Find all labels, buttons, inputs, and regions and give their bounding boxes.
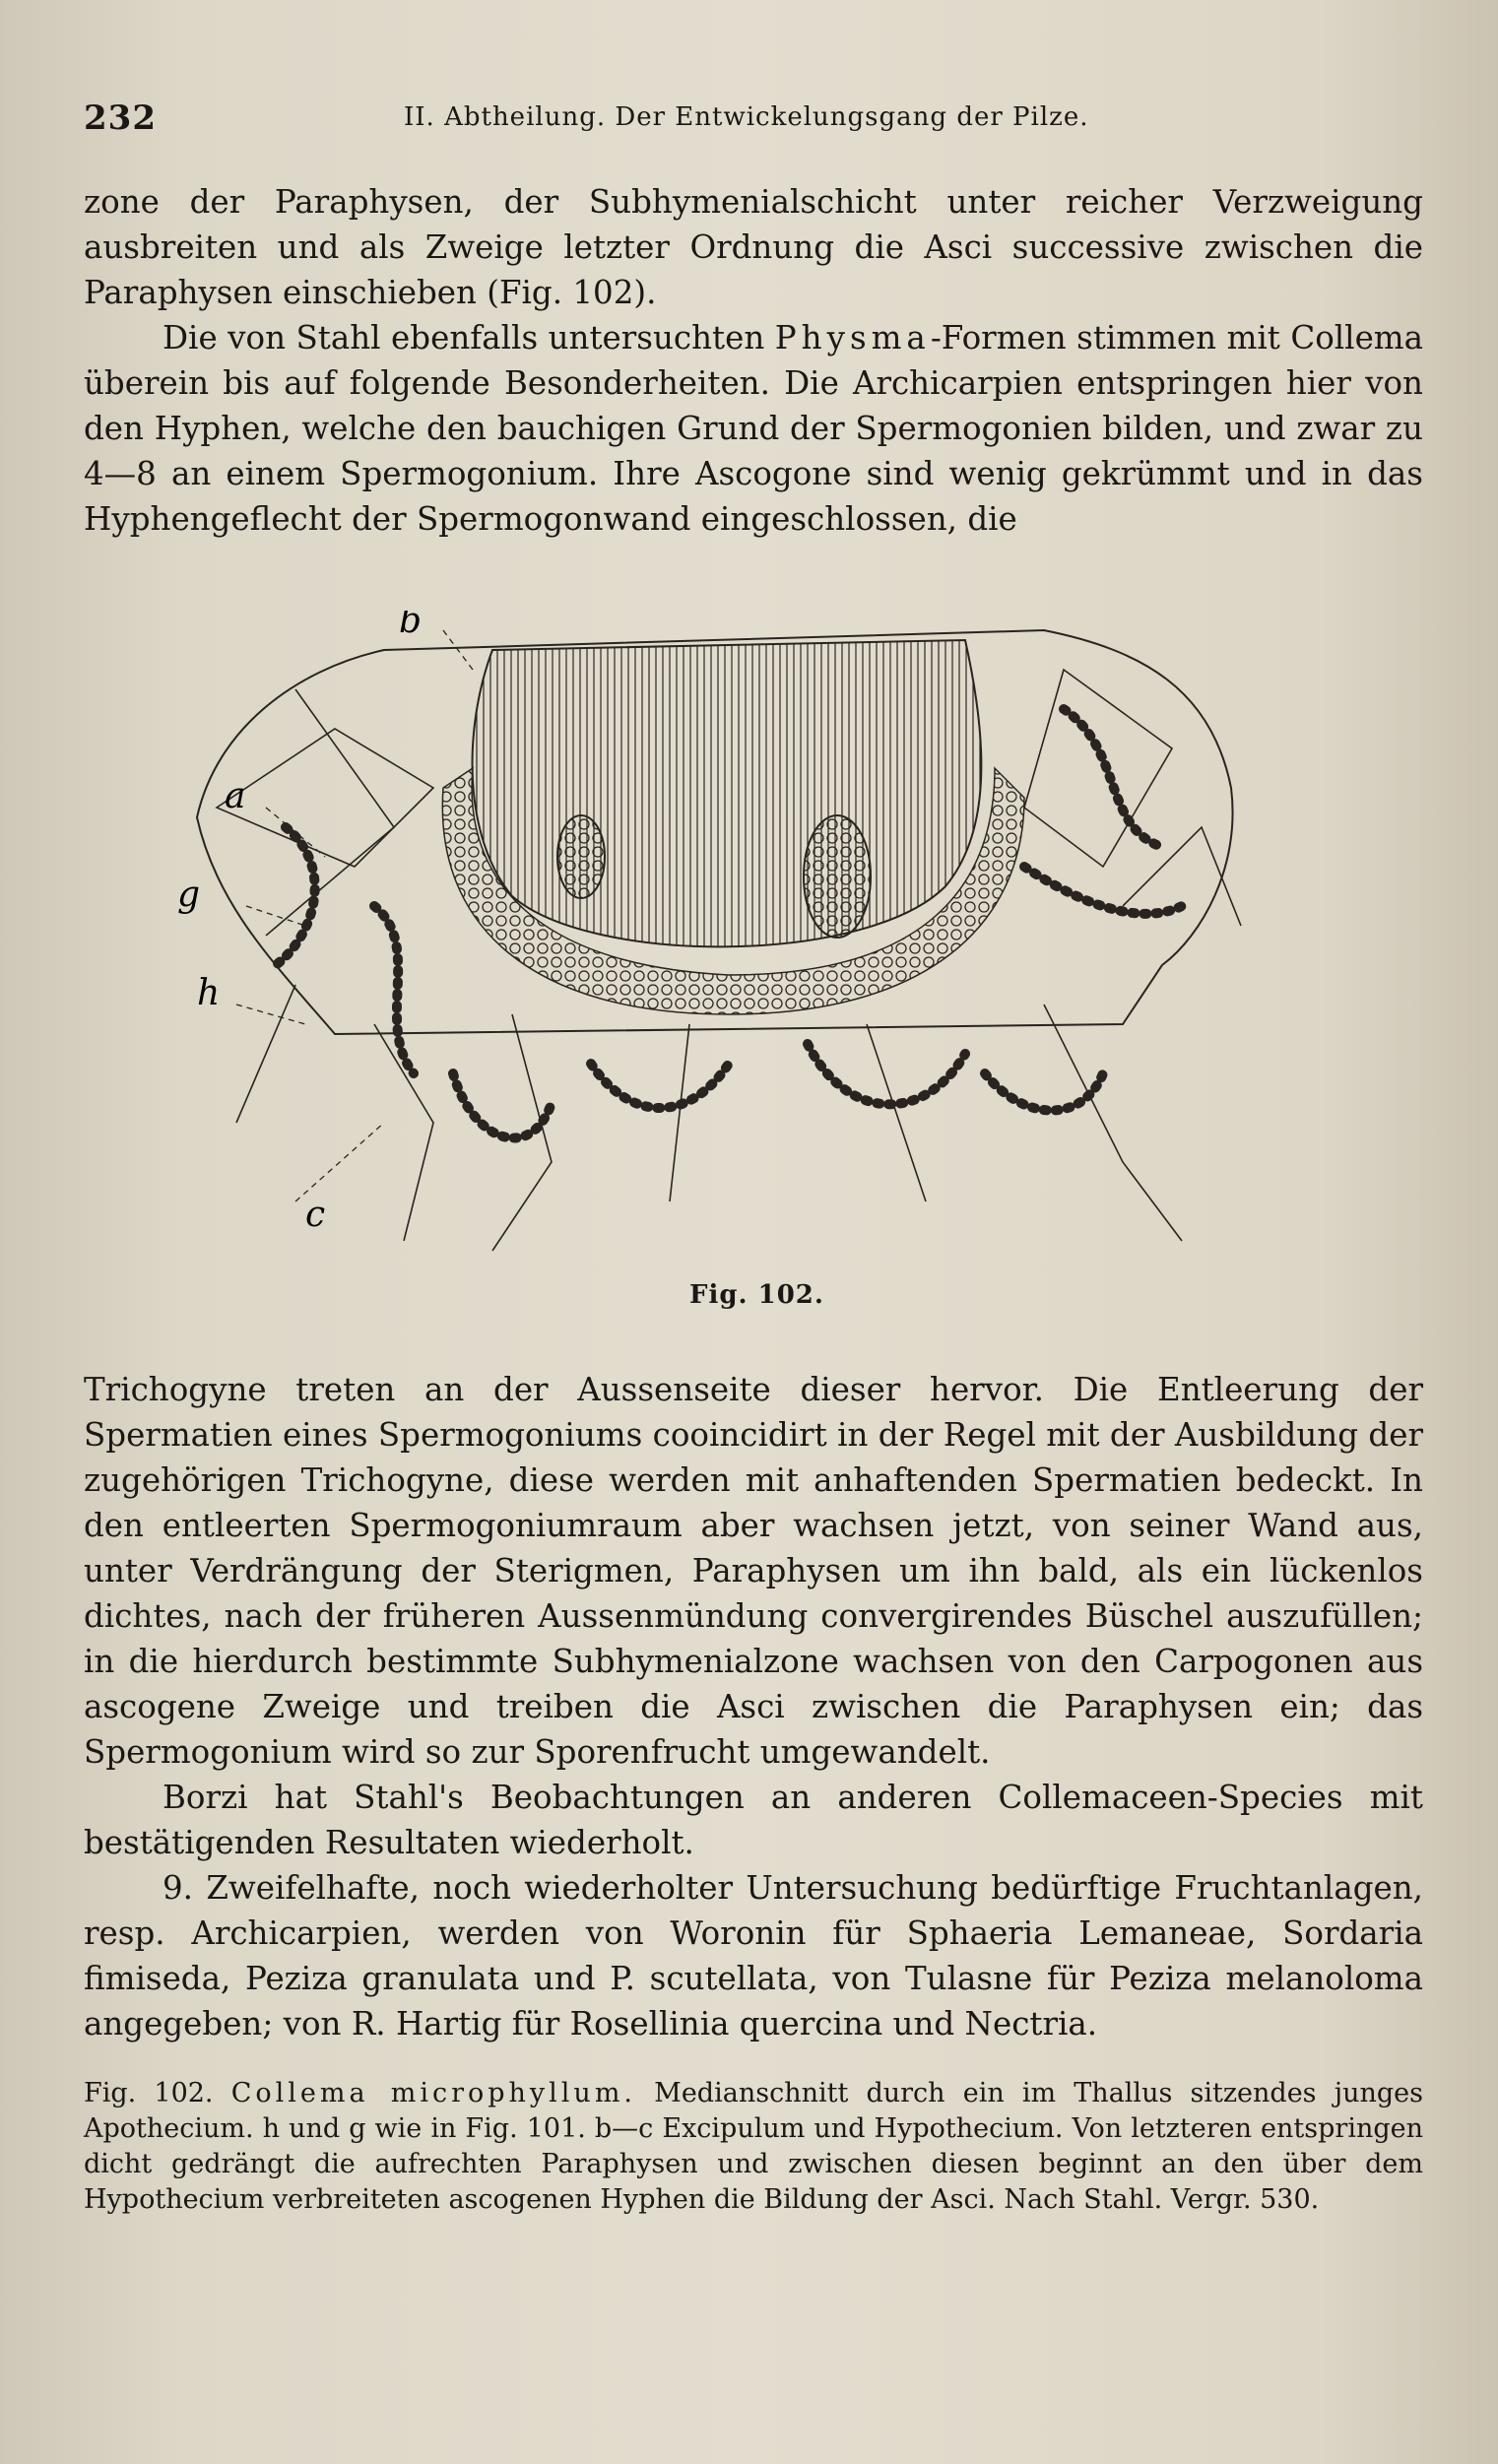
page-header: [84, 98, 1423, 148]
paragraph: 9. Zweifelhafte, noch wiederholter Untersuchung bedürftige Fruchtanlagen, resp. Archicarpien, werden von Woronin für Sphaeria Lemaneae, Sordaria fimiseda, Peziza granulata und P. scutellata, von Tulasne für Peziza melanoloma angegeben; von R. Hartig für Rosellinia quercina und Nectria.: [84, 1869, 1423, 2043]
page-number: 232: [84, 98, 157, 138]
body-text-bottom: [84, 1367, 1423, 2046]
paragraph: Borzi hat Stahl's Beobachtungen an anderen Collemaceen-Species mit bestätigenden Resultaten wiederholt.: [84, 1779, 1423, 1861]
caption-text: Medianschnitt durch ein im Thallus sitzendes junges Apothecium. h und g wie in Fig. 101. b—c Excipulum und Hypothecium. Von letzteren entspringen dicht gedrängt die aufrechten Paraphysen und zwischen diesen beginnt an den über dem Hypothecium verbreiteten ascogenen Hyphen die Bildung der Asci. Nach Stahl. Vergr. 530.: [84, 2078, 1423, 2215]
figure-letter-g: g: [177, 875, 201, 915]
figure-letter-c: c: [305, 1195, 326, 1235]
apothecium-drawing: [177, 611, 1359, 1261]
figure-illustration: [177, 611, 1359, 1261]
text-run: -Formen stimmen mit Collema überein bis auf folgende Besonderheiten. Die Archicarpien entspringen hier von den Hyphen, welche den bauchigen Grund der Spermogonien bilden, und zwar zu 4—8 an einem Spermogonium. Ihre Ascogone sind wenig gekrümmt und in das Hyphengeflecht der Spermogonwand eingeschlossen, die: [84, 319, 1424, 538]
figure-letter-a: a: [225, 776, 246, 816]
figure-label: Fig. 102.: [689, 1280, 824, 1310]
caption-figure-ref: Fig. 102.: [84, 2078, 231, 2108]
paragraph: zone der Paraphysen, der Subhymenialschicht unter reicher Verzweigung ausbreiten und als Zweige letzter Ordnung die Asci successive zwischen die Paraphysen einschieben (Fig. 102).: [84, 183, 1423, 311]
running-head: II. Abtheilung. Der Entwickelungsgang der Pilze.: [404, 102, 1089, 132]
emphasized-term: Physma: [774, 319, 931, 357]
figure-letter-h: h: [197, 973, 221, 1013]
body-text-top: [84, 179, 1423, 542]
figure-caption: [84, 2076, 1423, 2218]
figure-letter-b: b: [399, 611, 423, 641]
paragraph: [84, 315, 1423, 542]
text-run: Die von Stahl ebenfalls untersuchten: [163, 319, 775, 357]
caption-species: Collema microphyllum.: [230, 2078, 637, 2108]
paragraph: Trichogyne treten an der Aussenseite dieser hervor. Die Entleerung der Spermatien eines Spermogoniums cooincidirt in der Regel mit der Ausbildung der zugehörigen Trichogyne, diese werden mit anhaftenden Spermatien bedeckt. In den entleerten Spermogoniumraum aber wachsen jetzt, von seiner Wand aus, unter Verdrängung der Sterigmen, Paraphysen um ihn bald, als ein lückenlos dichtes, nach der früheren Aussenmündung convergirendes Büschel auszufüllen; in die hierdurch bestimmte Subhymenialzone wachsen von den Carpogonen aus ascogene Zweige und treiben die Asci zwischen die Paraphysen ein; das Spermogonium wird so zur Sporenfrucht umgewandelt.: [84, 1371, 1423, 1771]
